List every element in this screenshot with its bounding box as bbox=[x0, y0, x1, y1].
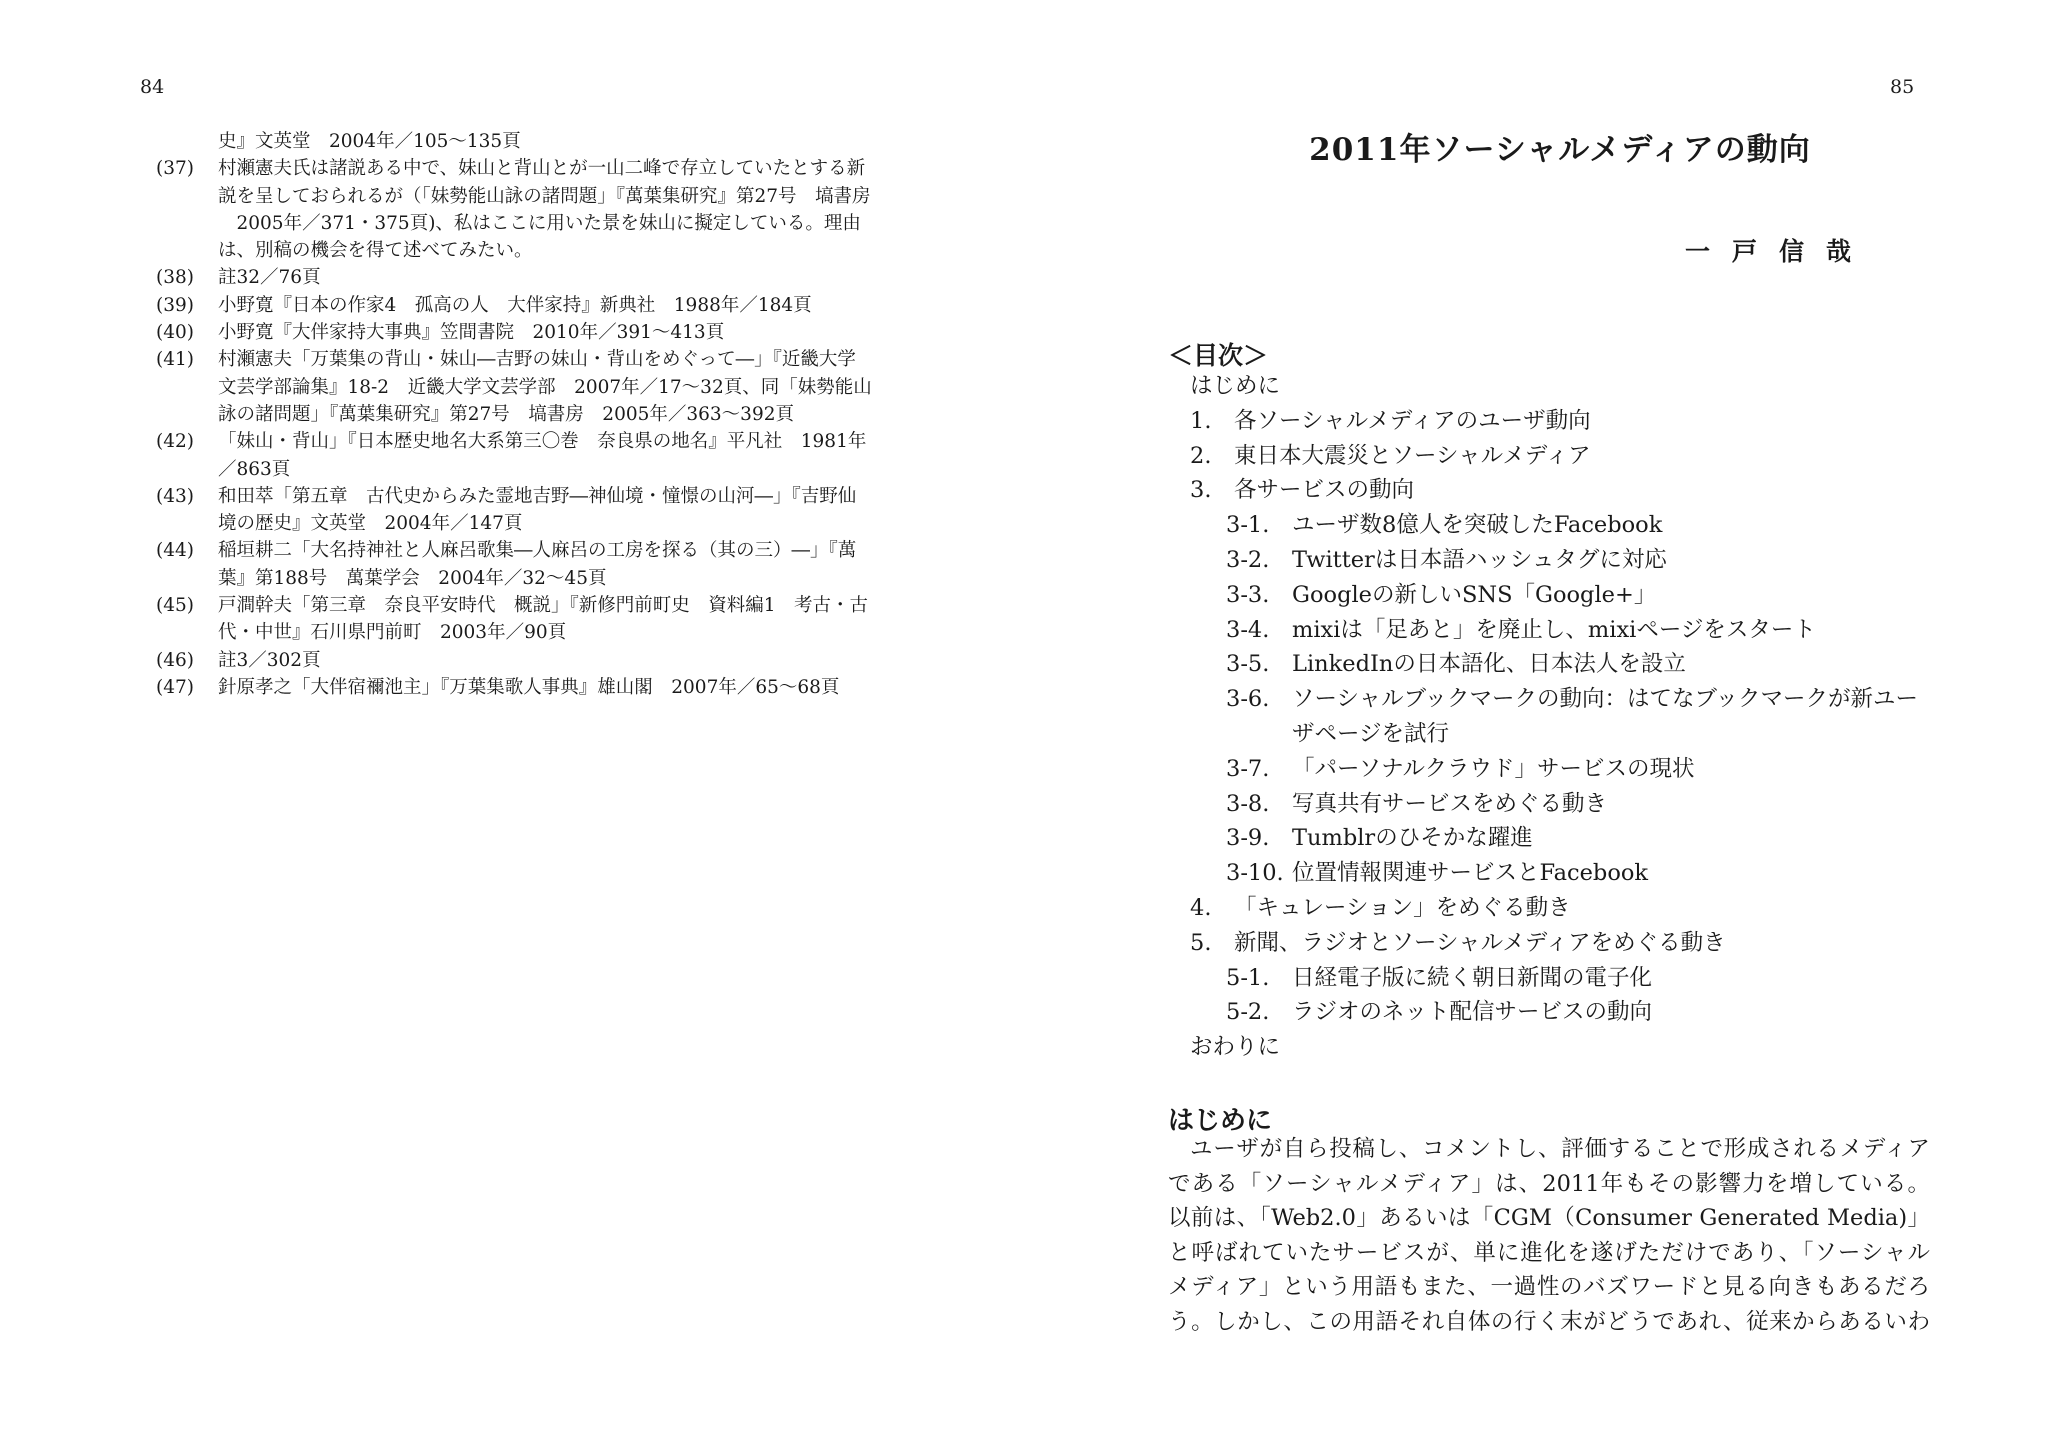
toc-item-text: LinkedInの日本語化、日本法人を設立 bbox=[1292, 651, 1686, 678]
toc-item-number: 3-1. bbox=[1226, 512, 1270, 539]
endnote-46 bbox=[156, 647, 896, 674]
toc-item bbox=[1168, 647, 1928, 682]
endnote-44 bbox=[156, 537, 896, 592]
endnote-number: (47) bbox=[156, 676, 194, 698]
table-of-contents bbox=[1168, 369, 1928, 1065]
endnote-number: (43) bbox=[156, 485, 194, 507]
endnote-number: (38) bbox=[156, 267, 194, 289]
toc-item-number: 3-8. bbox=[1226, 790, 1270, 817]
endnote-47 bbox=[156, 674, 896, 701]
toc-item-number: 3-9. bbox=[1226, 825, 1270, 852]
toc-item bbox=[1168, 961, 1928, 996]
toc-item-number: 3-10. bbox=[1226, 860, 1284, 887]
endnote-text: 稲垣耕二「大名持神社と人麻呂歌集―人麻呂の工房を探る（其の三）―」『萬 葉』第188号 萬葉学会 2004年／32〜45頁 bbox=[218, 540, 857, 589]
article-title: 2011年ソーシャルメディアの動向 bbox=[1309, 132, 1811, 168]
body-line: と呼ばれていたサービスが、単に進化を遂げただけであり、「ソーシャル bbox=[1168, 1239, 1930, 1266]
toc-item-number: 5-2. bbox=[1226, 999, 1270, 1026]
toc-item-text: ラジオのネット配信サービスの動向 bbox=[1292, 999, 1653, 1026]
endnote-text: 註32／76頁 bbox=[218, 267, 321, 289]
endnote-45 bbox=[156, 592, 896, 647]
toc-item bbox=[1168, 508, 1928, 543]
endnote-number: (46) bbox=[156, 649, 194, 671]
toc-item-number: 3-2. bbox=[1226, 546, 1270, 573]
toc-item bbox=[1168, 926, 1928, 961]
toc-item-text: Twitterは日本語ハッシュタグに対応 bbox=[1292, 546, 1667, 573]
endnote-text: 戸澗幹夫「第三章 奈良平安時代 概説」『新修門前町史 資料編1 考古・古 代・中世』石川県門前町 2003年／90頁 bbox=[218, 595, 869, 644]
endnote-38 bbox=[156, 264, 896, 291]
endnote-number bbox=[156, 128, 218, 155]
toc-item-text: 位置情報関連サービスとFacebook bbox=[1292, 860, 1649, 887]
toc-item-number: 2. bbox=[1190, 442, 1212, 469]
endnote-number: (45) bbox=[156, 595, 194, 617]
toc-item-text: Tumblrのひそかな躍進 bbox=[1292, 825, 1533, 852]
body-line: メディア」という用語もまた、一過性のバズワードと見る向きもあるだろ bbox=[1168, 1274, 1930, 1300]
endnote-text: 村瀬憲夫「万葉集の背山・妹山―吉野の妹山・背山をめぐって―」『近畿大学 文芸学部論集』18-2 近畿大学文芸学部 2007年／17〜32頁、同「妹勢能山 詠の諸問題」『萬葉集研究』第27号 塙書房 2005年／363〜392頁 bbox=[218, 349, 872, 425]
toc-item-number: 3-5. bbox=[1226, 651, 1270, 678]
toc-item-number: 3-3. bbox=[1226, 581, 1270, 608]
page-number-left: 84 bbox=[140, 76, 165, 98]
endnote-number: (42) bbox=[156, 431, 194, 453]
toc-item-text: 東日本大震災とソーシャルメディア bbox=[1234, 442, 1591, 469]
body-line: う。しかし、この用語それ自体の行く末がどうであれ、従来からあるいわ bbox=[1168, 1308, 1930, 1335]
toc-item-text: 日経電子版に続く朝日新聞の電子化 bbox=[1292, 964, 1653, 991]
section-heading: はじめに bbox=[1168, 1106, 1273, 1136]
endnote-40 bbox=[156, 319, 896, 346]
endnote-text: 和田萃「第五章 古代史からみた霊地吉野―神仙境・憧憬の山河―」『吉野仙 境の歴史』文英堂 2004年／147頁 bbox=[218, 485, 857, 535]
endnote-text: 「妹山・背山」『日本歴史地名大系第三〇巻 奈良県の地名』平凡社 1981年 ／863頁 bbox=[218, 431, 867, 480]
toc-item-text: ザページを試行 bbox=[1292, 720, 1450, 747]
toc-item-number: 3. bbox=[1190, 477, 1212, 504]
endnote-43 bbox=[156, 483, 896, 538]
toc-item-text: Googleの新しいSNS「Google+」 bbox=[1292, 581, 1657, 608]
toc-item bbox=[1168, 578, 1928, 613]
endnote-number: (41) bbox=[156, 349, 194, 371]
toc-item-text: おわりに bbox=[1190, 1034, 1281, 1061]
endnote-number: (39) bbox=[156, 294, 194, 316]
toc-item bbox=[1168, 856, 1928, 891]
endnote-number: (37) bbox=[156, 158, 194, 180]
toc-item bbox=[1168, 543, 1928, 578]
endnote-continuation bbox=[156, 128, 896, 155]
endnote-text: 註3／302頁 bbox=[218, 649, 321, 671]
toc-item-number: 3-4. bbox=[1226, 616, 1270, 643]
endnote-text: 史』文英堂 2004年／105〜135頁 bbox=[218, 131, 521, 152]
endnote-42 bbox=[156, 428, 896, 483]
toc-heading: ＜目次＞ bbox=[1168, 341, 1269, 370]
toc-item-text: 各サービスの動向 bbox=[1234, 477, 1415, 504]
toc-item-number: 4. bbox=[1190, 894, 1212, 921]
endnote-text: 針原孝之「大伴宿禰池主」『万葉集歌人事典』雄山閣 2007年／65〜68頁 bbox=[218, 676, 840, 698]
body-paragraph bbox=[1168, 1132, 1930, 1339]
toc-item-number: 3-7. bbox=[1226, 755, 1270, 782]
toc-item bbox=[1168, 404, 1928, 439]
endnote-39 bbox=[156, 292, 896, 319]
page-number-right: 85 bbox=[1890, 76, 1915, 98]
toc-item bbox=[1168, 439, 1928, 474]
toc-item bbox=[1168, 613, 1928, 648]
toc-item bbox=[1168, 752, 1928, 787]
toc-item-number: 3-6. bbox=[1226, 686, 1270, 713]
toc-item-text: 各ソーシャルメディアのユーザ動向 bbox=[1234, 407, 1591, 434]
toc-item-text: 「パーソナルクラウド」サービスの現状 bbox=[1292, 755, 1695, 782]
endnotes-list bbox=[156, 128, 896, 701]
toc-item-number: 1. bbox=[1190, 407, 1212, 434]
toc-item bbox=[1168, 682, 1928, 717]
body-line: 以前は、「Web2.0」あるいは「CGM（Consumer Generated Media)」 bbox=[1168, 1205, 1930, 1231]
endnote-text: 小野寛『日本の作家4 孤高の人 大伴家持』新典社 1988年／184頁 bbox=[218, 294, 812, 316]
body-line: である「ソーシャルメディア」は、2011年もその影響力を増している。 bbox=[1168, 1170, 1930, 1197]
endnote-number: (40) bbox=[156, 322, 194, 344]
toc-item bbox=[1168, 821, 1928, 856]
toc-item-text: mixiは「足あと」を廃止し、mixiページをスタート bbox=[1292, 616, 1816, 643]
toc-item bbox=[1168, 891, 1928, 926]
endnote-text: 村瀬憲夫氏は諸説ある中で、妹山と背山とが一山二峰で存立していたとする新 説を呈しておられるが（「妹勢能山詠の諸問題」『萬葉集研究』第27号 塙書房 2005年／371・375頁)、私はここに用いた景を妹山に擬定している。理由 は、別稿の機会を得て述べてみたい。 bbox=[218, 158, 871, 262]
endnote-37 bbox=[156, 155, 896, 264]
author-name: 一戸信哉 bbox=[1684, 237, 1873, 266]
toc-item-continuation bbox=[1168, 717, 1928, 752]
body-line: ユーザが自ら投稿し、コメントし、評価することで形成されるメディア bbox=[1190, 1136, 1930, 1162]
endnote-number: (44) bbox=[156, 540, 194, 562]
toc-item-number: 5-1. bbox=[1226, 964, 1270, 991]
toc-item bbox=[1168, 995, 1928, 1030]
endnote-41 bbox=[156, 346, 896, 428]
toc-item-text: ソーシャルブックマークの動向：はてなブックマークが新ユー bbox=[1292, 686, 1918, 713]
toc-item-text: 「キュレーション」をめぐる動き bbox=[1234, 894, 1571, 921]
toc-item-text: ユーザ数8億人を突破したFacebook bbox=[1292, 512, 1663, 539]
toc-item bbox=[1168, 1030, 1928, 1065]
endnote-text: 小野寛『大伴家持大事典』笠間書院 2010年／391〜413頁 bbox=[218, 322, 725, 344]
toc-item-number: 5. bbox=[1190, 929, 1212, 956]
toc-item-text: 新聞、ラジオとソーシャルメディアをめぐる動き bbox=[1234, 929, 1726, 956]
toc-item bbox=[1168, 473, 1928, 508]
toc-item-text: はじめに bbox=[1190, 373, 1281, 399]
toc-item bbox=[1168, 787, 1928, 822]
toc-item-text: 写真共有サービスをめぐる動き bbox=[1292, 790, 1608, 817]
toc-item bbox=[1168, 369, 1928, 404]
